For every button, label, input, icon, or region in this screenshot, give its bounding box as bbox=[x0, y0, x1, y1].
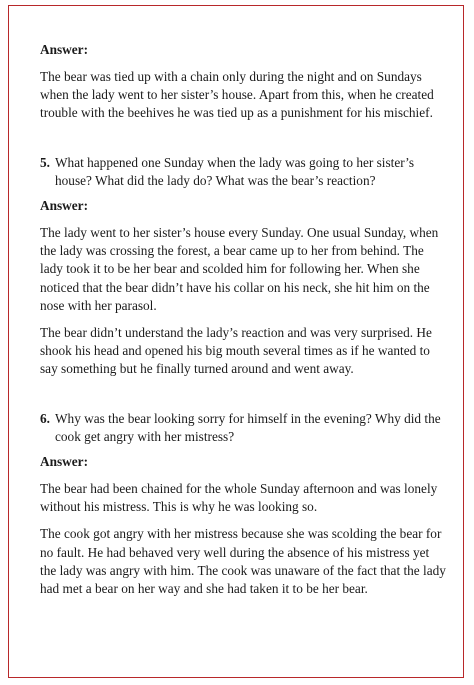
question-text: Why was the bear looking sorry for himself in the evening? Why did the cook get angry with her mistress? bbox=[55, 410, 441, 444]
answer-paragraph: The lady went to her sister’s house every Sunday. One usual Sunday, when the lady was crossing the forest, a bear came up to her from behind. The lady took it to be her bear and scolded him for following her. When she noticed that the bear didn’t have his collar on his neck, she hit him on the nose with her parasol. bbox=[40, 225, 439, 313]
question-text: What happened one Sunday when the lady was going to her sister’s house? What did the lady do? What was the bear’s reaction? bbox=[55, 154, 415, 188]
answer-block-4 bbox=[40, 41, 448, 123]
answer-label: Answer: bbox=[40, 198, 89, 214]
answer-label: Answer: bbox=[40, 42, 89, 57]
question-5 bbox=[40, 154, 448, 190]
question-number: 5. bbox=[40, 154, 50, 170]
page-frame bbox=[8, 5, 464, 678]
answer-paragraph: The cook got angry with her mistress because she was scolding the bear for no fault. He had behaved very well during the absence of his mistress yet the lady was angry with him. The cook was unaware of the fact that the lady had met a bear on her way and she had taken it to be her bear. bbox=[40, 526, 446, 597]
question-block-6 bbox=[40, 410, 448, 599]
question-block-5 bbox=[40, 154, 448, 379]
answer-paragraph: The bear didn’t understand the lady’s reaction and was very surprised. He shook his head and opened his big mouth several times as if he wanted to say something but he finally turned around and went away. bbox=[40, 325, 432, 377]
question-number: 6. bbox=[40, 410, 50, 426]
page-content bbox=[40, 41, 448, 598]
answer-paragraph: The bear had been chained for the whole Sunday afternoon and was lonely without his mistress. This is why he was looking so. bbox=[40, 481, 438, 515]
question-6 bbox=[40, 410, 448, 446]
answer-paragraph: The bear was tied up with a chain only during the night and on Sundays when the lady went to her sister’s house. Apart from this, when he created trouble with the beehives he was tied up as a punishment for his mischief. bbox=[40, 69, 434, 121]
answer-label: Answer: bbox=[40, 454, 89, 470]
